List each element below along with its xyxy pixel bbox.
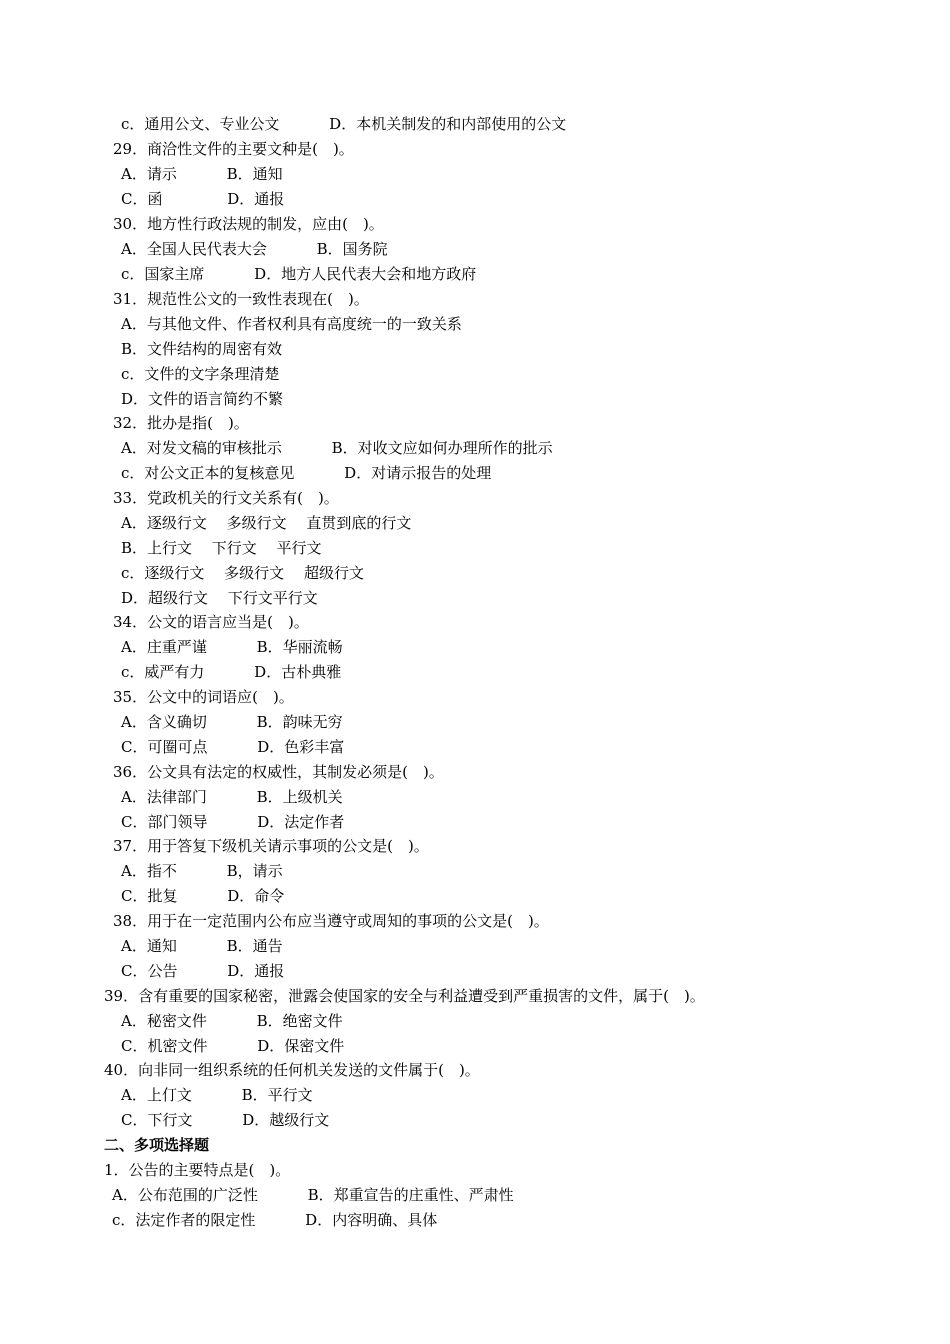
question-line: 40．向非同一组织系统的任何机关发送的文件属于( )。 <box>104 1061 480 1079</box>
option-line: A．逐级行文 多级行文 直贯到底的行文 <box>121 514 412 532</box>
option-line: C．函 D．通报 <box>121 190 285 208</box>
option-line: c．文件的文字条理清楚 <box>121 365 280 383</box>
option-line: A．含义确切 B．韵味无穷 <box>121 713 343 731</box>
question-line: 34．公文的语言应当是( )。 <box>113 613 309 631</box>
option-line: A．与其他文件、作者权利具有高度统一的一致关系 <box>121 315 462 333</box>
option-line: A．全国人民代表大会 B．国务院 <box>121 240 388 258</box>
option-line: C．下行文 D．越级行文 <box>121 1111 330 1129</box>
question-line: 38．用于在一定范围内公布应当遵守或周知的事项的公文是( )。 <box>113 912 549 930</box>
question-line: 29．商洽性文件的主要文种是( )。 <box>113 140 354 158</box>
option-line: C．机密文件 D．保密文件 <box>121 1037 345 1055</box>
option-line: C．批复 D．命令 <box>121 887 285 905</box>
option-line: A．秘密文件 B．绝密文件 <box>121 1012 343 1030</box>
option-line: c．威严有力 D．古朴典雅 <box>121 663 342 681</box>
option-line: c．对公文正本的复核意见 D．对请示报告的处理 <box>121 464 492 482</box>
option-line: A．指不 B，请示 <box>121 862 283 880</box>
option-line: D．超级行文 下行文平行文 <box>121 589 318 607</box>
option-line: B．文件结构的周密有效 <box>121 340 283 358</box>
section-heading: 二、多项选择题 <box>104 1136 210 1154</box>
option-line: C．公告 D．通报 <box>121 962 285 980</box>
option-line: A．公布范围的广泛性 B．郑重宣告的庄重性、严肃性 <box>112 1186 514 1204</box>
option-line: A．上仃文 B．平行文 <box>121 1086 313 1104</box>
question-line: 36．公文具有法定的权威性，其制发必须是( )。 <box>113 763 444 781</box>
option-line: c．国家主席 D．地方人民代表大会和地方政府 <box>121 265 477 283</box>
option-line: A．庄重严谨 B．华丽流畅 <box>121 638 343 656</box>
option-line: A．通知 B．通告 <box>121 937 283 955</box>
question-line: 1．公告的主要特点是( )。 <box>104 1161 291 1179</box>
question-line: 32．批办是指( )。 <box>113 414 249 432</box>
option-line: D．文件的语言简约不繁 <box>121 390 284 408</box>
option-line: B．上行文 下行文 平行文 <box>121 539 322 557</box>
question-line: 35．公文中的词语应( )。 <box>113 688 294 706</box>
question-line: 37．用于答复下级机关请示事项的公文是( )。 <box>113 837 429 855</box>
option-line: c．逐级行文 多级行文 超级行文 <box>121 564 364 582</box>
option-line: c．通用公文、专业公文 D．本机关制发的和内部使用的公文 <box>121 115 567 133</box>
question-line: 31．规范性公文的一致性表现在( )。 <box>113 290 369 308</box>
question-line: 30．地方性行政法规的制发，应由( )。 <box>113 215 384 233</box>
option-line: A．法律部门 B．上级机关 <box>121 788 343 806</box>
option-line: C．可圈可点 D．色彩丰富 <box>121 738 345 756</box>
question-line: 39．含有重要的国家秘密，泄露会使国家的安全与利益遭受到严重损害的文件，属于( )。 <box>104 987 705 1005</box>
option-line: C．部门领导 D．法定作者 <box>121 813 345 831</box>
option-line: A．对发文稿的审核批示 B．对收文应如何办理所作的批示 <box>121 439 553 457</box>
option-line: c．法定作者的限定性 D．内容明确、具体 <box>112 1211 438 1229</box>
option-line: A．请示 B．通知 <box>121 165 283 183</box>
question-line: 33．党政机关的行文关系有( )。 <box>113 489 339 507</box>
